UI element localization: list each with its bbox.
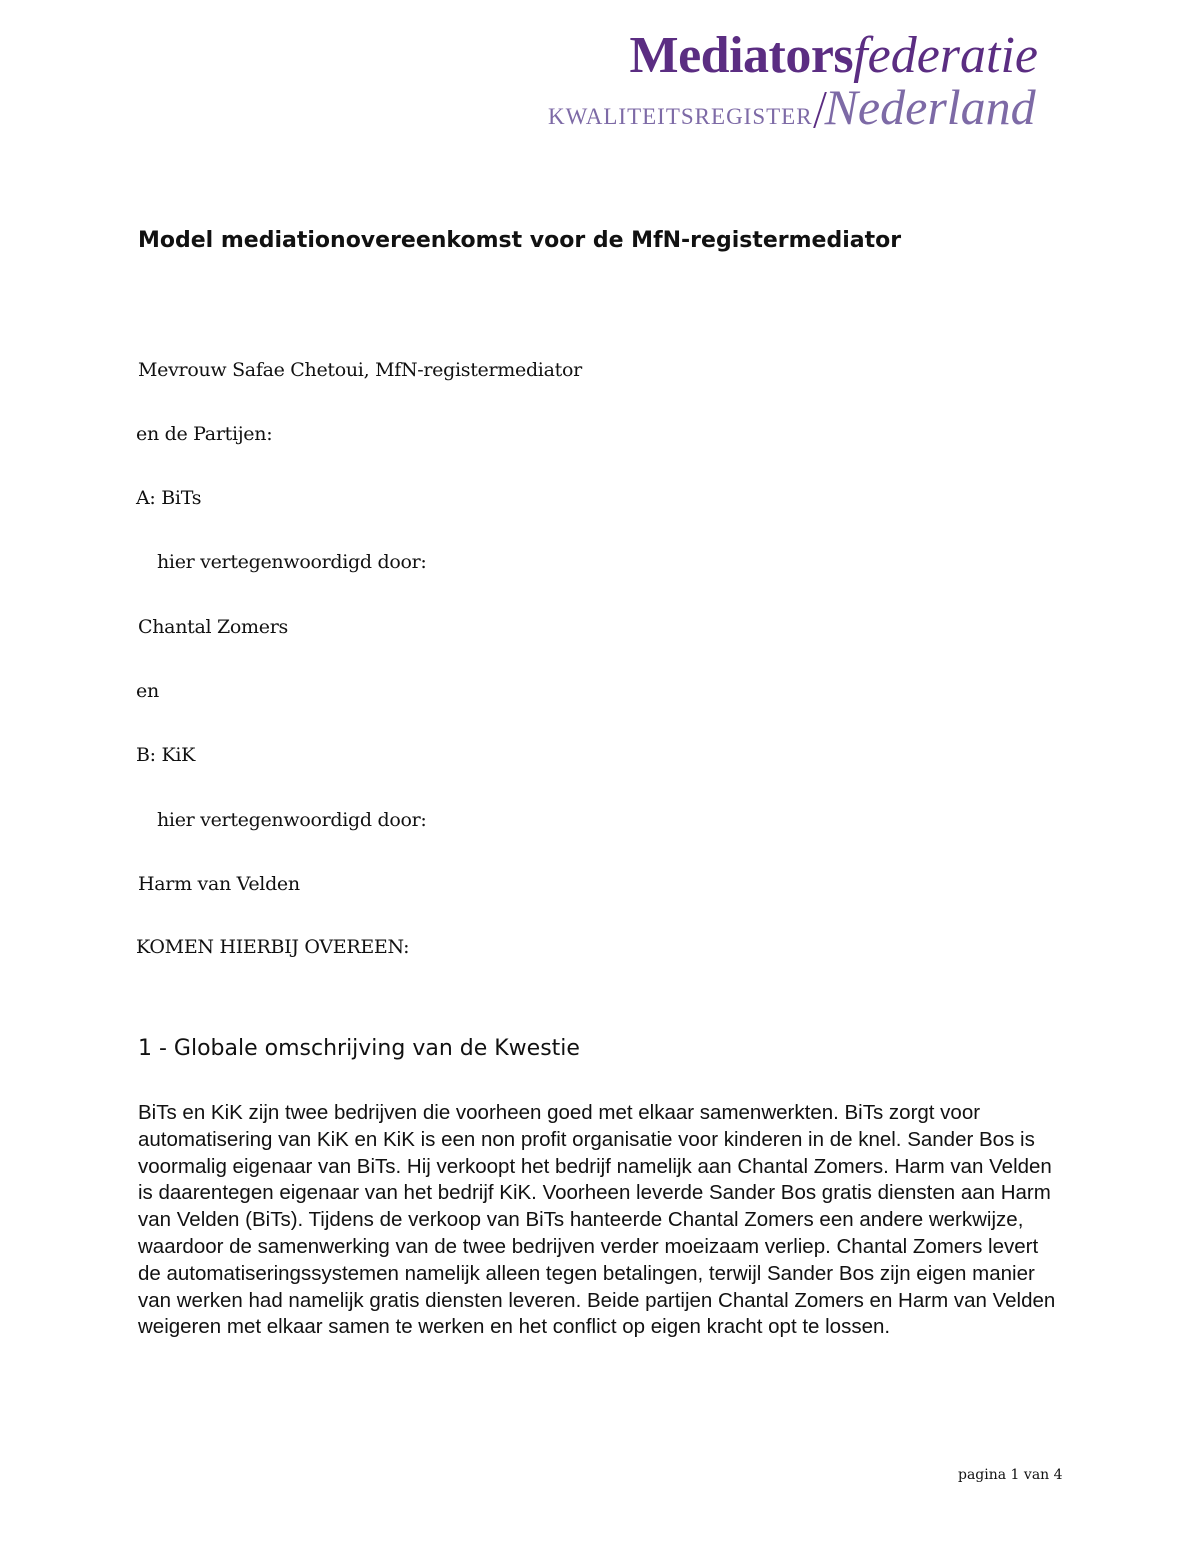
logo-subline xyxy=(548,79,1036,135)
page-number: pagina 1 van 4 xyxy=(958,1467,1063,1483)
party-a-rep-label: hier vertegenwoordigd door: xyxy=(157,551,427,573)
agreement-statement: KOMEN HIERBIJ OVEREEN: xyxy=(136,936,410,958)
parties-intro: en de Partijen: xyxy=(136,423,273,445)
mediatorsfederatie-logo xyxy=(548,27,1088,140)
section-1-heading: 1 - Globale omschrijving van de Kwestie xyxy=(138,1036,580,1061)
section-1-body: BiTs en KiK zijn twee bedrijven die voorheen goed met elkaar samenwerkten. BiTs zorgt voor automatisering van KiK en KiK is een non profit organisatie voor kinderen in de knel. Sander Bos is voormalig eigenaar van BiTs. Hij verkoopt het bedrijf namelijk aan Chantal Zomers. Harm van Velden is daarentegen eigenaar van het bedrijf KiK. Voorheen leverde Sander Bos gratis diensten aan Harm van Velden (BiTs). Tijdens de verkoop van BiTs hanteerde Chantal Zomers een andere werkwijze, waardoor de samenwerking van de twee bedrijven verder moeizaam verliep. Chantal Zomers levert de automatiseringssystemen namelijk alleen tegen betalingen, terwijl Sander Bos zijn eigen manier van werken had namelijk gratis diensten leveren. Beide partijen Chantal Zomers en Harm van Velden weigeren met elkaar samen te werken en het conflict op eigen kracht opt te lossen. xyxy=(138,1101,1056,1339)
conjunction: en xyxy=(136,680,159,702)
logo-brand-part1: Mediators xyxy=(629,27,854,84)
logo-register-label: KWALITEITSREGISTER xyxy=(548,104,813,129)
party-a: A: BiTs xyxy=(136,487,202,509)
party-b-representative: Harm van Velden xyxy=(138,873,300,895)
party-a-representative: Chantal Zomers xyxy=(138,616,288,638)
mediator-line: Mevrouw Safae Chetoui, MfN-registermediator xyxy=(138,359,582,381)
party-b-rep-label: hier vertegenwoordigd door: xyxy=(157,809,427,831)
party-b: B: KiK xyxy=(136,744,196,766)
logo-country: Nederland xyxy=(824,79,1036,135)
document-title: Model mediationovereenkomst voor de MfN-registermediator xyxy=(138,228,902,253)
logo-brand-name xyxy=(629,27,1039,84)
logo-brand-part2: federatie xyxy=(853,27,1038,84)
